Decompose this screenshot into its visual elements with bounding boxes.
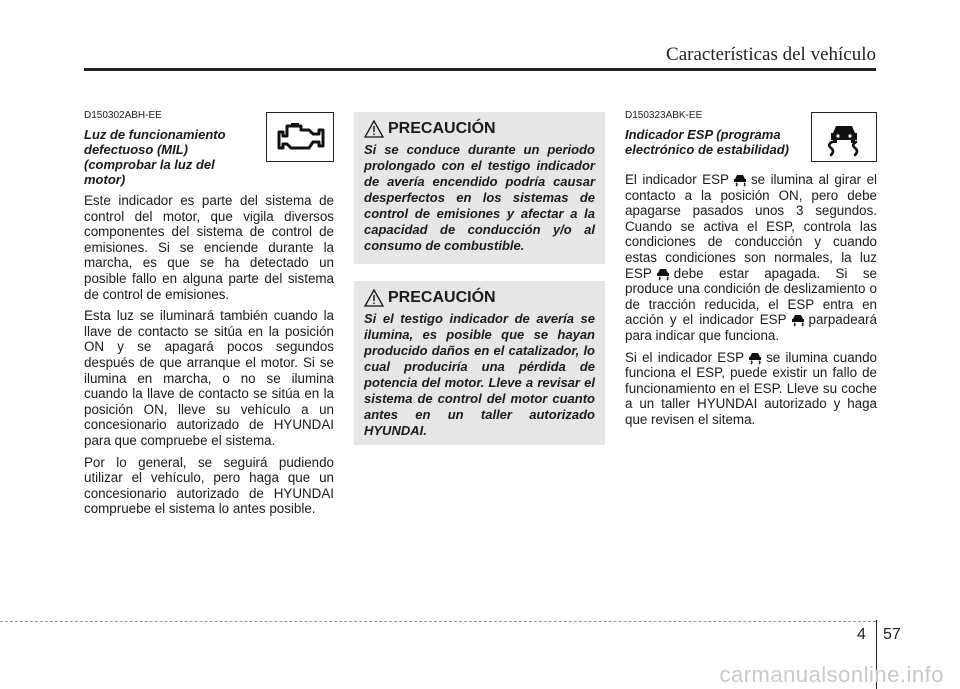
- paragraph: [625, 350, 877, 428]
- warning-triangle-icon: [364, 289, 384, 307]
- heading-line: (comprobar la luz del: [84, 157, 215, 172]
- heading-line: electrónico de estabilidad): [625, 142, 789, 157]
- section-code: D150302ABH-EE: [84, 110, 162, 121]
- mil-section: [84, 110, 334, 517]
- caution-text: Si el testigo indicador de avería se ilumina, es posible que se hayan producido daños en el catalizador, lo cual produciría una pérdida de potencia del motor. Lleve a revisar el sistema de control del motor cuanto antes en un taller autorizado HYUNDAI.: [364, 311, 595, 438]
- caution-text: Si se conduce durante un periodo prolongado con el testigo indicador de avería encendido podría causar desperfectos en los sistemas de control de emisiones y afectar a la capacidad de conducción y/o al consumo de combustible.: [364, 142, 595, 253]
- paragraph: Este indicador es parte del sistema de control del motor, que vigila diversos componentes del sistema de control de emisiones. Si se enciende durante la marcha, es que se ha detectado un posible fallo en alguna parte del sistema de control de emisiones.: [84, 193, 334, 302]
- caution-title: [364, 289, 595, 307]
- text-run: parpadeará para indicar que funciona.: [625, 312, 877, 343]
- page-number: 57: [883, 626, 901, 643]
- esp-inline-icon: [790, 313, 806, 327]
- header-rule: [84, 68, 876, 71]
- caution-title-text: PRECAUCIÓN: [388, 289, 496, 306]
- caution-box: [354, 112, 605, 264]
- paragraph: [625, 172, 877, 344]
- paragraph: Esta luz se iluminará también cuando la llave de contacto se sitúa en la posición ON y se apagará pocos segundos después de que arranque el motor. Si se ilumina en marcha, o no se ilumina cuando la llave de contacto se sitúa en la posición ON, lleve su vehículo a un concesionario autorizado de HYUNDAI para que compruebe el sistema.: [84, 308, 334, 448]
- caution-title-text: PRECAUCIÓN: [388, 120, 496, 137]
- esp-skid-icon: [811, 112, 877, 162]
- text-run: se ilumina cuando funciona el ESP, puede existir un fallo de funcionamiento en el ESP. Lleve su coche a un taller HYUNDAI autorizado y haga que revisen el sitema.: [625, 349, 878, 427]
- chapter-number: 4: [857, 626, 866, 643]
- esp-inline-icon: [732, 173, 748, 187]
- esp-inline-icon: [655, 267, 671, 281]
- text-run: debe estar apagada. Si se produce una condición de deslizamiento o de tracción reducida, el ESP entra en acción y el indicador ESP: [625, 265, 877, 328]
- text-run: El indicador ESP: [625, 172, 729, 187]
- watermark: carmanualsonline.info: [719, 662, 944, 687]
- esp-section: [625, 110, 877, 428]
- footer-dashed-rule: [0, 621, 876, 622]
- section-code: D150323ABK-EE: [625, 110, 703, 121]
- engine-check-icon: [266, 112, 334, 162]
- heading-line: defectuoso (MIL): [84, 142, 188, 157]
- warning-triangle-icon: [364, 120, 384, 138]
- page-header-title: Características del vehículo: [666, 44, 876, 65]
- text-run: se ilumina al girar el contacto a la posición ON, pero debe apagarse pasados unos 3 segundos. Cuando se activa el ESP, controla las condiciones de conducción y cuando estas condiciones son normales, la luz ESP: [625, 172, 878, 281]
- heading-line: motor): [84, 172, 126, 187]
- caution-box: [354, 281, 605, 445]
- heading-line: Indicador ESP (programa: [625, 127, 781, 142]
- text-run: Si el indicador ESP: [625, 349, 745, 365]
- esp-inline-icon: [747, 351, 763, 365]
- esp-heading-block: [625, 110, 877, 162]
- paragraph: Por lo general, se seguirá pudiendo utilizar el vehículo, pero haga que un concesionario autorizado de HYUNDAI compruebe el sistema lo antes posible.: [84, 454, 334, 517]
- mil-heading-block: [84, 110, 334, 187]
- caution-title: [364, 120, 595, 138]
- heading-line: Luz de funcionamiento: [84, 127, 226, 142]
